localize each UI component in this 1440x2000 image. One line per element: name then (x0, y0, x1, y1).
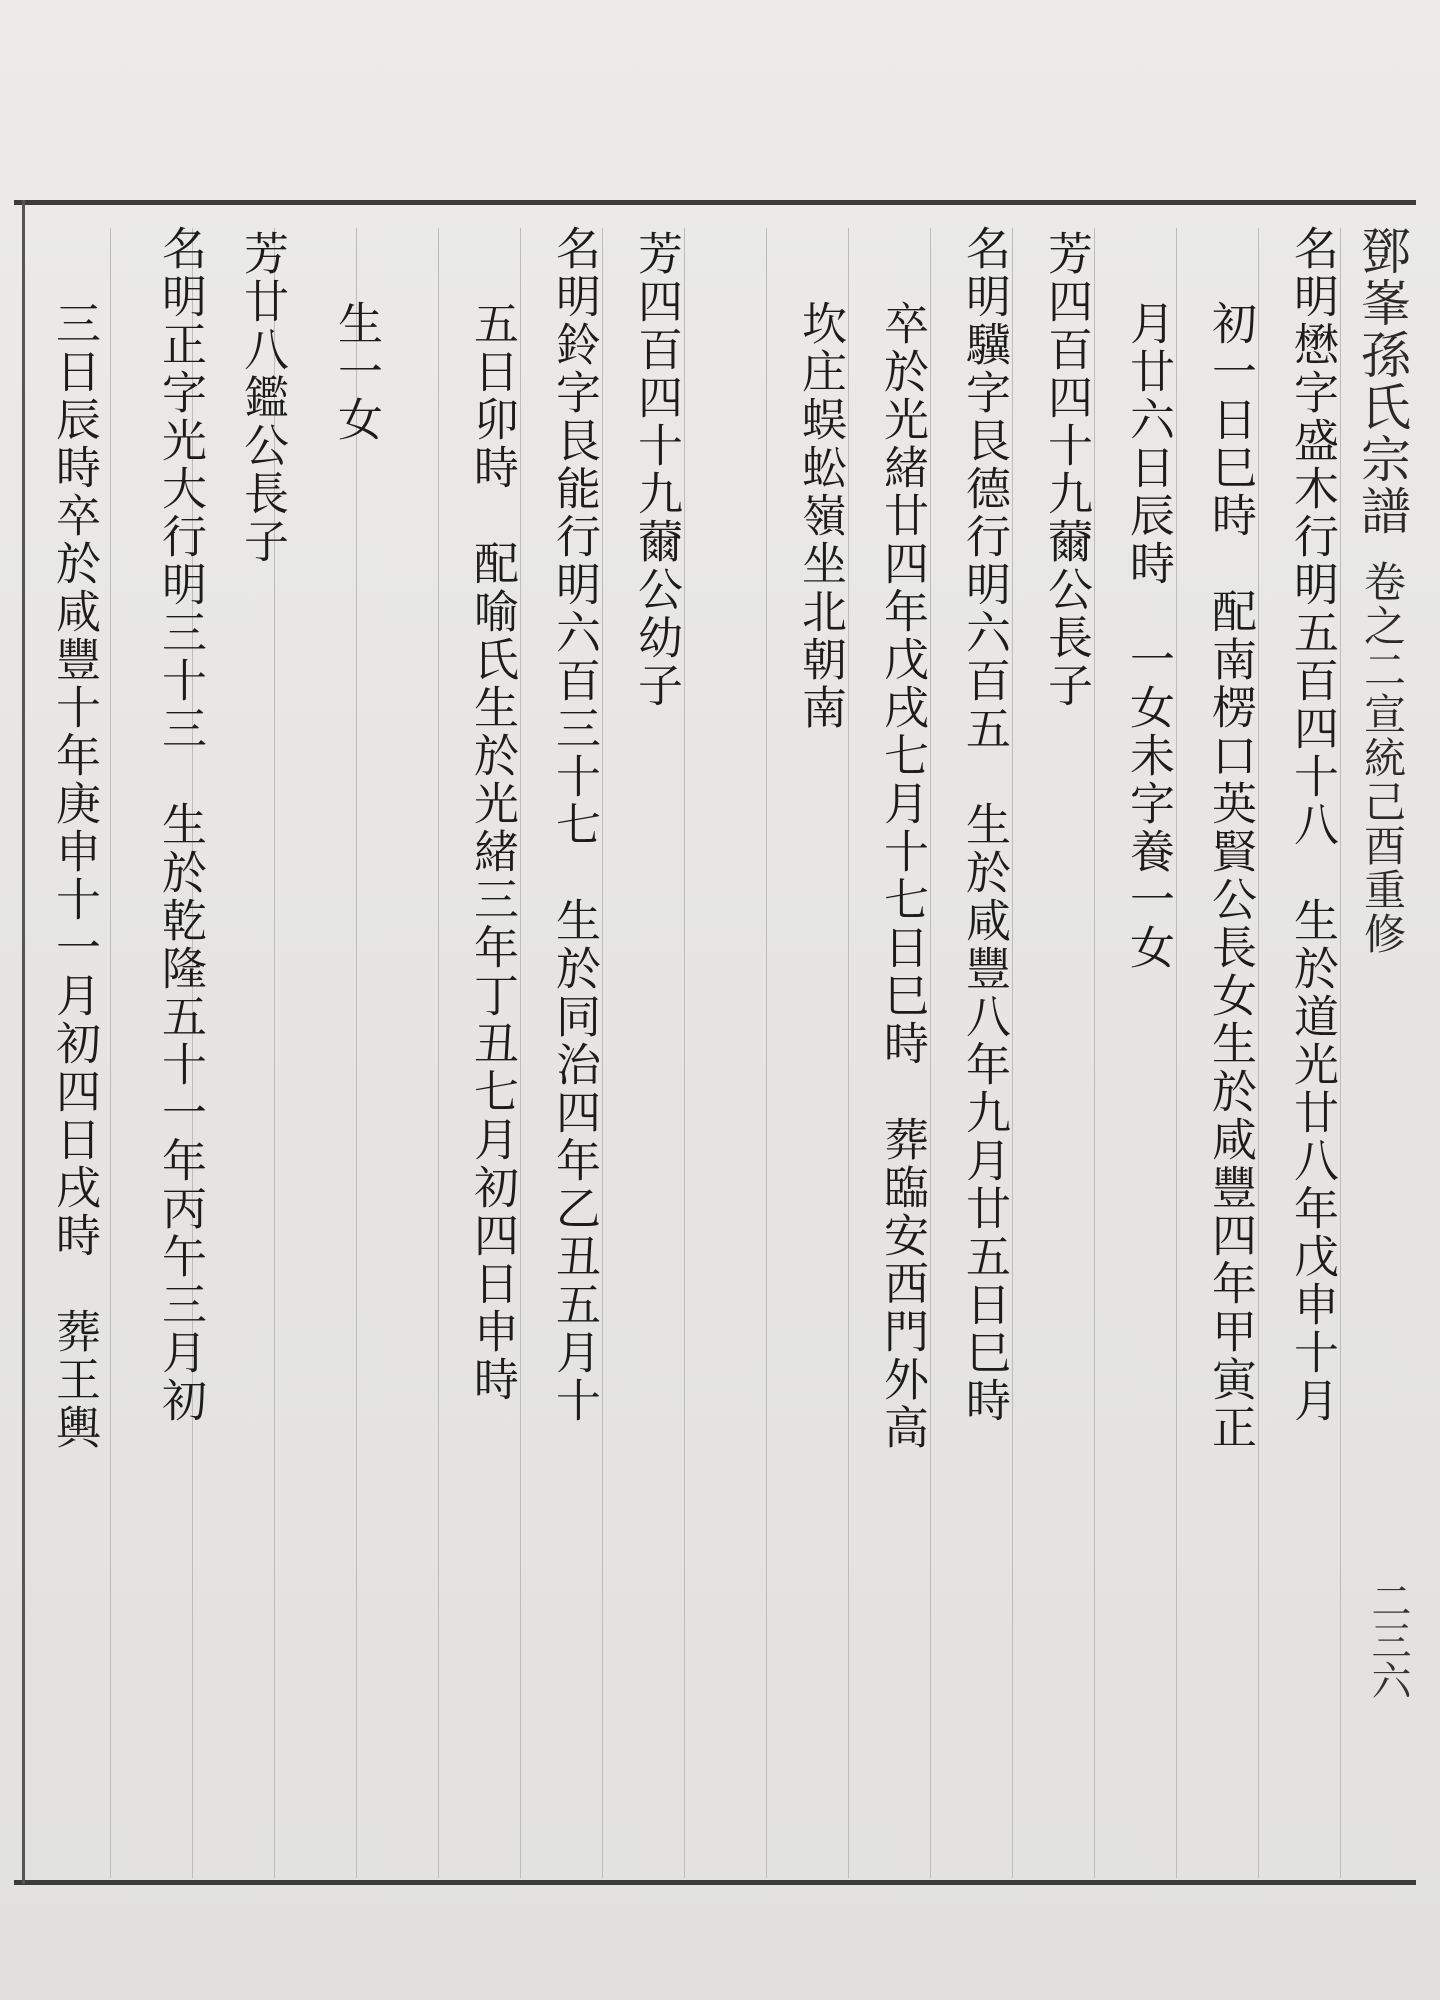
text-column: 名明正字光大行明三十三 生於乾隆五十一年丙午三月初 (154, 225, 207, 1425)
column-divider (766, 228, 767, 1878)
text-column: 三日辰時卒於咸豐十年庚申十一月初四日戌時 葬王輿 (48, 300, 101, 1452)
top-border (14, 200, 1416, 205)
text-column: 月廿六日辰時 一女未字養一女 (1122, 300, 1175, 972)
text-column: 初一日巳時 配南楞口英賢公長女生於咸豐四年甲寅正 (1204, 300, 1257, 1452)
column-divider (110, 228, 111, 1878)
text-column: 名明懋字盛木行明五百四十八 生於道光廿八年戊申十月 (1286, 225, 1339, 1425)
text-column: 芳四百四十九薾公長子 (1040, 230, 1093, 710)
text-column: 生一女 (330, 300, 383, 444)
text-column: 名明驥字艮德行明六百五 生於咸豐八年九月廿五日巳時 (958, 225, 1011, 1425)
text-column: 坎庄蜈蚣嶺坐北朝南 (794, 300, 847, 732)
left-border (22, 200, 25, 1884)
text-column: 芳廿八鑑公長子 (236, 230, 289, 566)
column-divider (438, 228, 439, 1878)
text-column: 五日卯時 配喻氏生於光緒三年丁丑七月初四日申時 (466, 300, 519, 1404)
volume-label: 卷之二宣統己酉重修 (1358, 560, 1407, 956)
text-column: 名明鈴字艮能行明六百三十七 生於同治四年乙丑五月十 (548, 225, 601, 1425)
column-divider (356, 228, 357, 1878)
page-number: 二三六 (1365, 1580, 1411, 1700)
text-column: 芳四百四十九薾公幼子 (630, 230, 683, 710)
text-column: 卒於光緒廿四年戊戌七月十七日巳時 葬臨安西門外高 (876, 300, 929, 1452)
book-title: 鄧峯孫氏宗譜 (1353, 225, 1411, 537)
bottom-border (14, 1880, 1416, 1885)
